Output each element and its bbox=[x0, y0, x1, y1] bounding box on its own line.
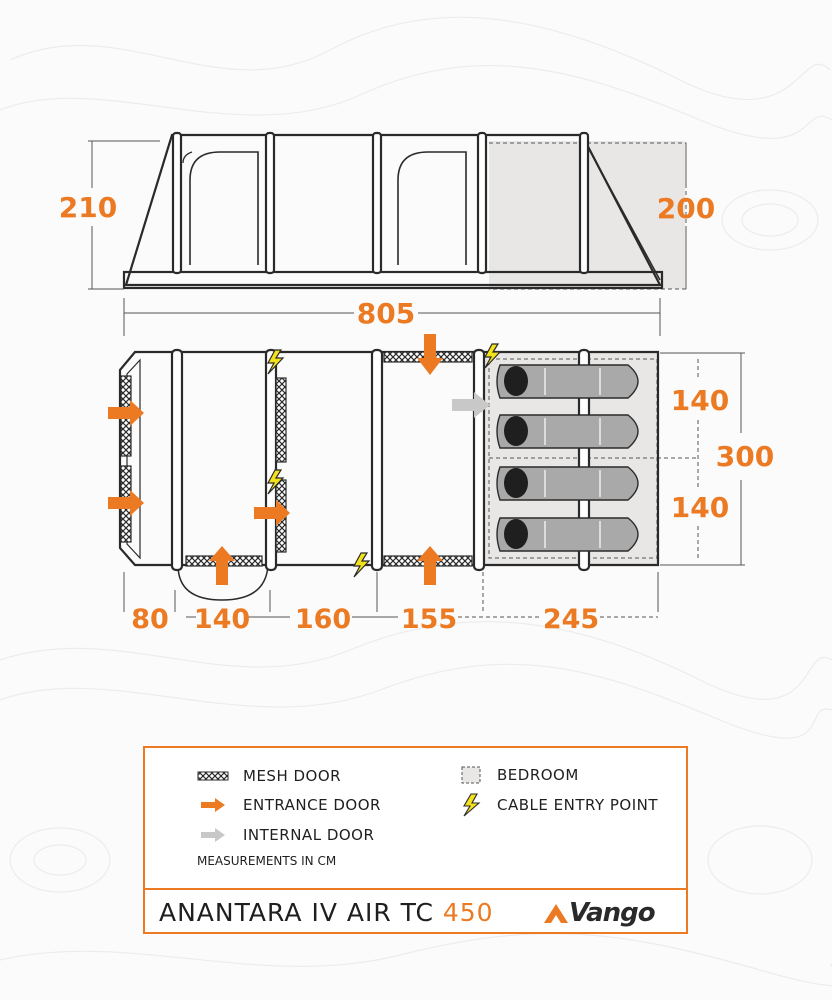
brand-mountain-icon bbox=[543, 902, 569, 924]
legend-entrance-door bbox=[197, 795, 381, 815]
measurements-note: MEASUREMENTS IN CM bbox=[197, 854, 337, 868]
sleeping-bag bbox=[497, 365, 638, 398]
cable-entry-icon bbox=[461, 795, 497, 815]
total-length-label: 805 bbox=[356, 297, 416, 330]
legend-mesh-door-label: MESH DOOR bbox=[243, 767, 342, 785]
bedroom-icon bbox=[461, 765, 497, 785]
brand-logo bbox=[543, 898, 655, 928]
legend bbox=[143, 746, 688, 934]
entrance-arrow-icon bbox=[197, 795, 243, 815]
product-model-number: 450 bbox=[442, 898, 494, 927]
segment-1-label: 140 bbox=[193, 604, 251, 635]
segment-bedroom-label: 245 bbox=[542, 604, 600, 635]
legend-bedroom-label: BEDROOM bbox=[497, 766, 579, 784]
segment-porch-label: 80 bbox=[131, 604, 169, 635]
floor-plan bbox=[108, 334, 774, 635]
brand-name: Vango bbox=[569, 898, 655, 928]
bedroom-upper-label: 140 bbox=[670, 384, 730, 417]
sleeping-bag bbox=[497, 518, 638, 551]
internal-door-arrow-icon bbox=[197, 825, 243, 845]
cable-entry-points bbox=[268, 344, 500, 577]
mesh-door-icon bbox=[197, 766, 243, 786]
height-front-label: 210 bbox=[58, 191, 118, 224]
product-name: ANANTARA IV AIR TC bbox=[159, 898, 434, 927]
height-rear-label: 200 bbox=[656, 192, 716, 225]
bedroom-lower-label: 140 bbox=[670, 491, 730, 524]
product-title bbox=[159, 898, 494, 927]
legend-cable-entry bbox=[461, 795, 658, 815]
legend-internal-door bbox=[197, 825, 374, 845]
side-elevation bbox=[59, 133, 715, 336]
legend-entrance-door-label: ENTRANCE DOOR bbox=[243, 796, 381, 814]
legend-divider bbox=[145, 888, 686, 890]
sleeping-bag bbox=[497, 467, 638, 500]
legend-mesh-door bbox=[197, 766, 341, 786]
legend-internal-door-label: INTERNAL DOOR bbox=[243, 826, 375, 844]
sleeping-bag bbox=[497, 415, 638, 448]
width-label: 300 bbox=[715, 440, 775, 473]
legend-bedroom bbox=[461, 765, 579, 785]
legend-cable-entry-label: CABLE ENTRY POINT bbox=[497, 796, 659, 814]
segment-2-label: 160 bbox=[294, 604, 352, 635]
segment-3-label: 155 bbox=[400, 604, 458, 635]
